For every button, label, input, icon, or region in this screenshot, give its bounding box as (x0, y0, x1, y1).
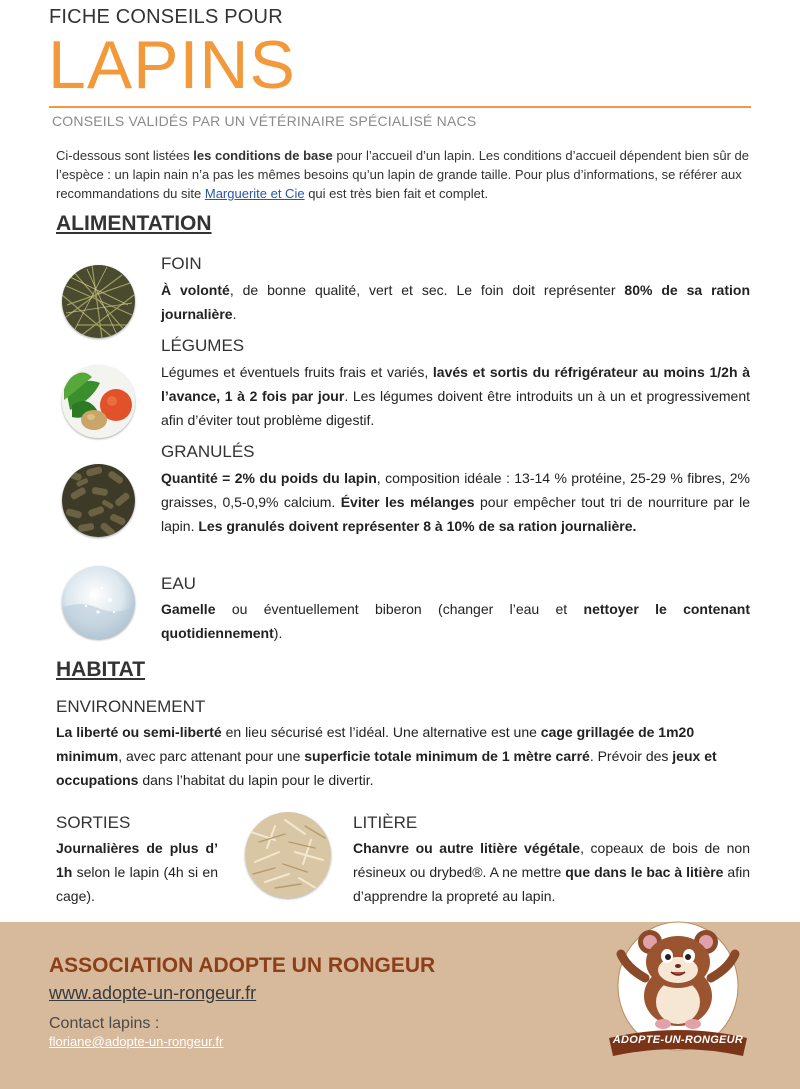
granules-span: pour empêcher tout tri de nourriture par le lapin. (161, 494, 750, 534)
eau-bold: nettoyer le contenant quotidiennement (161, 601, 750, 641)
granules-bold: Quantité = 2% du poids du lapin (161, 470, 377, 486)
litter-photo-icon (245, 812, 331, 898)
foin-bold: À volonté (161, 282, 230, 298)
foin-bold: 80% de sa ration journalière (161, 282, 750, 322)
legumes-title: LÉGUMES (161, 336, 245, 355)
email-link[interactable]: floriane@adopte-un-rongeur.fr (49, 1034, 224, 1049)
env-span: , avec parc attenant pour une (118, 748, 305, 764)
legumes-bold: lavés et sortis du réfrigérateur au moins 1/2h à l’avance, 1 à 2 fois par jour (161, 364, 750, 404)
eau-title: EAU (161, 574, 196, 593)
granules-text (161, 466, 750, 538)
env-bold: cage grillagée de 1m20 minimum (56, 724, 695, 764)
intro-text: pour l’accueil d’un lapin. Les conditions d’accueil dépendent bien sûr de l’espèce : un lapin nain n’a pas les mêmes besoins qu’un lapin de grande taille. Pour plus d’informations, se référer aux recommandations du site (56, 148, 749, 201)
litiere-bold: que dans le bac à litière (565, 864, 724, 880)
intro-text: Ci-dessous sont listées (56, 148, 194, 163)
pellets-photo-icon (62, 464, 135, 537)
env-bold: jeux et occupations (56, 748, 717, 788)
intro-paragraph (56, 146, 756, 203)
environnement-title: ENVIRONNEMENT (56, 697, 206, 716)
sorties-span: selon le lapin (4h si en cage). (56, 864, 218, 904)
env-bold: La liberté ou semi-liberté (56, 724, 222, 740)
pretitle: FICHE CONSEILS POUR (49, 6, 283, 28)
legumes-span: . Les légumes doivent être introduits un à un et progressivement afin d’éviter tout problème digestif. (161, 388, 750, 428)
foin-title: FOIN (161, 254, 202, 273)
foin-text (161, 278, 750, 326)
sorties-title: SORTIES (56, 813, 131, 832)
foin-span: . (232, 306, 237, 322)
contact-label: Contact lapins : (49, 1015, 160, 1032)
litiere-title: LITIÈRE (353, 813, 418, 832)
association-name: ASSOCIATION ADOPTE UN RONGEUR (49, 954, 436, 977)
hamster-logo-icon (605, 918, 751, 1064)
litiere-text (353, 836, 750, 908)
title-divider (49, 106, 751, 108)
legumes-text (161, 360, 750, 432)
sorties-text (56, 836, 218, 908)
vegetables-photo-icon (62, 365, 135, 438)
logo-banner-text: ADOPTE-UN-RONGEUR (612, 1034, 744, 1046)
litiere-span: afin d’apprendre la propreté au lapin. (353, 864, 751, 904)
hay-photo-icon (62, 265, 135, 338)
water-photo-icon (62, 566, 135, 639)
eau-bold: Gamelle (161, 601, 216, 617)
env-span: dans l’habitat du lapin pour le divertir. (138, 772, 374, 788)
env-bold: superficie totale minimum de 1 mètre carré (304, 748, 590, 764)
sorties-bold: Journalières de plus d’ 1h (56, 840, 218, 880)
granules-span: , composition idéale : 13-14 % protéine, 25-29 % fibres, 2% graisses, 0,5-0,9% calcium. (161, 470, 750, 510)
website-link[interactable]: www.adopte-un-rongeur.fr (49, 983, 257, 1003)
env-span: . Prévoir des (589, 748, 673, 764)
section-heading-habitat: HABITAT (56, 658, 146, 681)
marguerite-link[interactable]: Marguerite et Cie (204, 186, 305, 201)
legumes-span: Légumes et éventuels fruits frais et variés, (161, 364, 433, 380)
eau-span: ou éventuellement biberon (changer l’eau et (215, 601, 584, 617)
environnement-text (56, 720, 750, 792)
section-heading-alimentation: ALIMENTATION (56, 212, 212, 235)
foin-span: , de bonne qualité, vert et sec. Le foin doit représenter (229, 282, 625, 298)
granules-title: GRANULÉS (161, 442, 255, 461)
intro-text: qui est très bien fait et complet. (304, 186, 489, 201)
eau-span: ). (273, 625, 283, 641)
page-title: LAPINS (48, 27, 296, 103)
intro-bold: les conditions de base (193, 148, 333, 163)
litiere-span: , copeaux de bois de non résineux ou drybed®. A ne mettre (353, 840, 750, 880)
granules-bold: Éviter les mélanges (340, 494, 475, 510)
subtitle: CONSEILS VALIDÉS PAR UN VÉTÉRINAIRE SPÉCIALISÉ NACS (52, 113, 477, 129)
litiere-bold: Chanvre ou autre litière végétale (353, 840, 581, 856)
granules-bold: Les granulés doivent représenter 8 à 10% de sa ration journalière. (198, 518, 637, 534)
env-span: en lieu sécurisé est l’idéal. Une alternative est une (221, 724, 541, 740)
eau-text (161, 597, 750, 645)
